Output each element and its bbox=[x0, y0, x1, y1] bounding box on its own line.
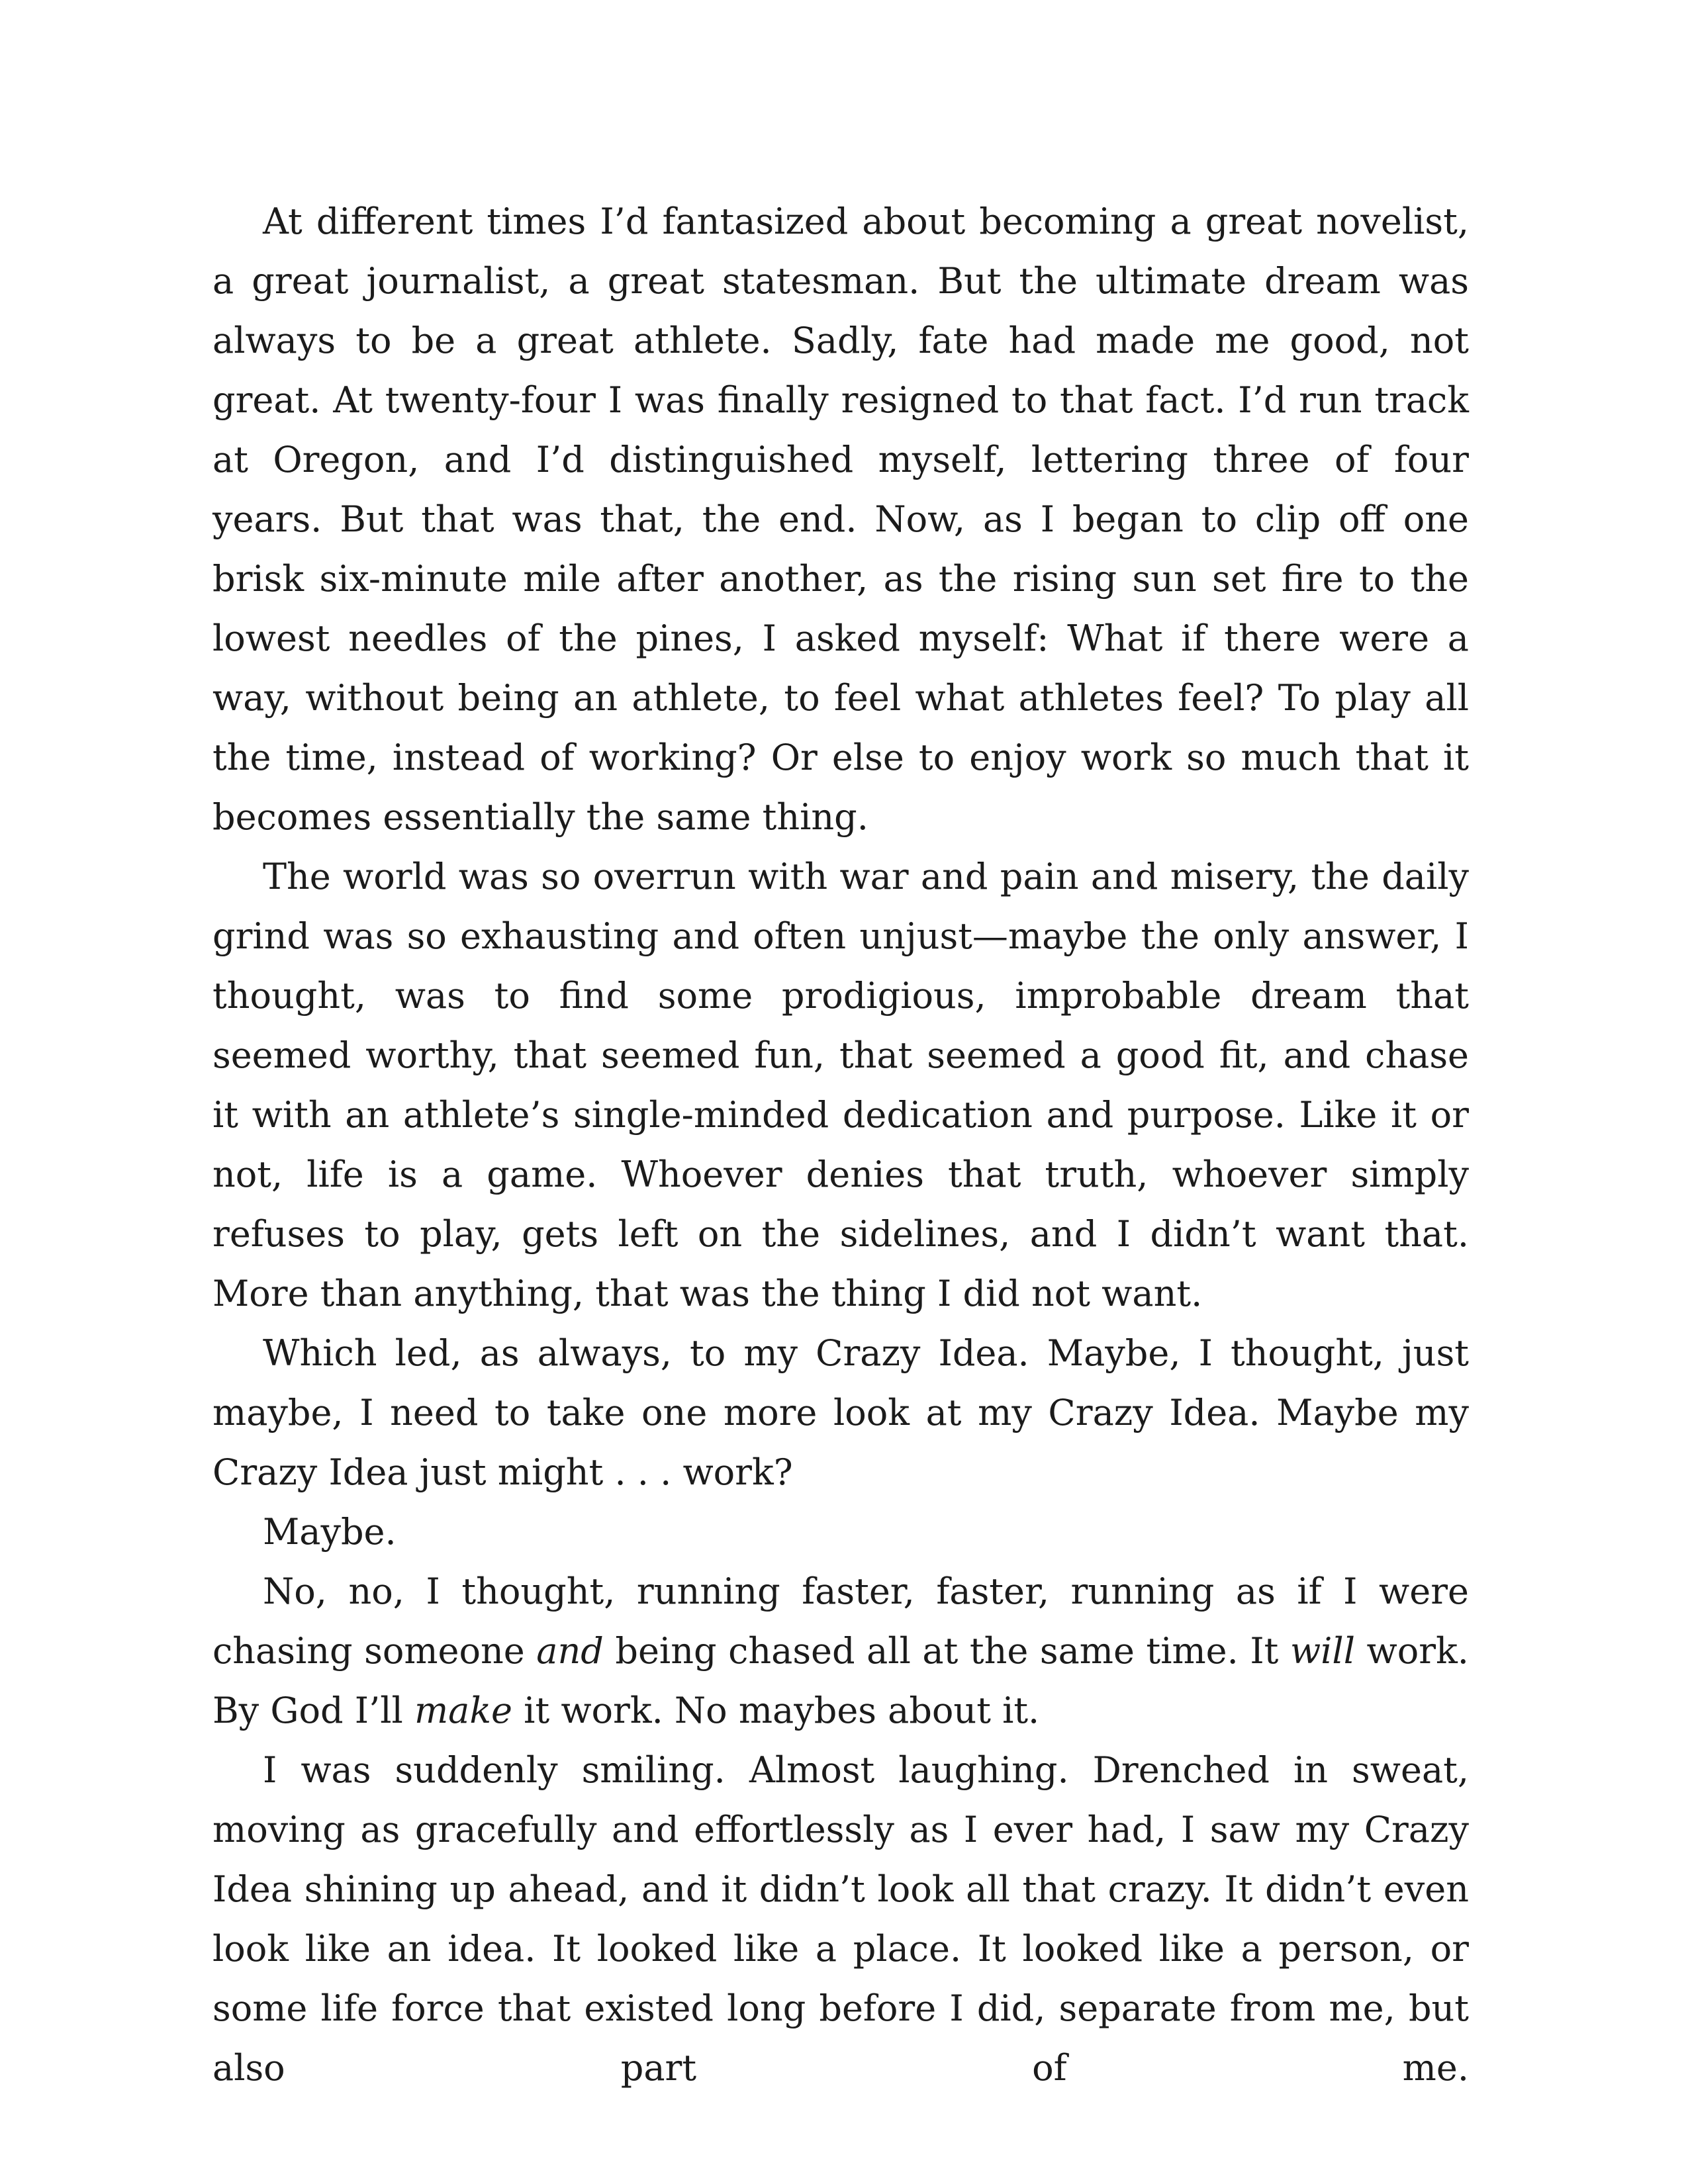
paragraph-6 bbox=[212, 1741, 1469, 2098]
paragraph-1 bbox=[212, 192, 1469, 847]
paragraph-5 bbox=[212, 1562, 1469, 1741]
paragraph-5-text-4: it work. No maybes about it. bbox=[512, 1690, 1040, 1731]
paragraph-4-text: Maybe. bbox=[263, 1511, 397, 1553]
paragraph-2 bbox=[212, 847, 1469, 1324]
paragraph-5-italic-will: will bbox=[1289, 1630, 1355, 1672]
paragraph-4 bbox=[212, 1502, 1469, 1562]
paragraph-5-italic-and: and bbox=[536, 1630, 604, 1672]
paragraph-3-text: Which led, as always, to my Crazy Idea. Maybe, I thought, just maybe, I need to take one more look at my Crazy Idea. Maybe my Crazy Idea just might . . . work? bbox=[212, 1332, 1469, 1493]
paragraph-2-text: The world was so overrun with war and pain and misery, the daily grind was so exhausting and often unjust—maybe the only answer, I thought, was to find some prodigious, improbable dream that seemed worthy, that seemed fun, that seemed a good fit, and chase it with an athlete’s single-minded dedication and purpose. Like it or not, life is a game. Whoever denies that truth, whoever simply refuses to play, gets left on the sidelines, and I didn’t want that. More than anything, that was the thing I did not want. bbox=[212, 856, 1469, 1314]
paragraph-3 bbox=[212, 1324, 1469, 1502]
body-text bbox=[212, 192, 1469, 2098]
paragraph-5-text-3: work. By God I’ll bbox=[212, 1630, 1469, 1731]
paragraph-5-text-1: No, no, I thought, running faster, faster, running as if I were chasing someone bbox=[212, 1570, 1469, 1672]
paragraph-6-text: I was suddenly smiling. Almost laughing. Drenched in sweat, moving as gracefully and effortlessly as I ever had, I saw my Crazy Idea shining up ahead, and it didn’t look all that crazy. It didn’t even look like an idea. It looked like a place. It looked like a person, or some life force that existed long before I did, separate from me, but also part of me. bbox=[212, 1749, 1469, 2089]
paragraph-5-italic-make: make bbox=[414, 1690, 513, 1731]
paragraph-5-text-2: being chased all at the same time. It bbox=[603, 1630, 1290, 1672]
paragraph-1-text: At different times I’d fantasized about becoming a great novelist, a great journalist, a great statesman. But the ultimate dream was always to be a great athlete. Sadly, fate had made me good, not great. At twenty-four I was finally resigned to that fact. I’d run track at Oregon, and I’d distinguished myself, lettering three of four years. But that was that, the end. Now, as I began to clip off one brisk six-minute mile after another, as the rising sun set fire to the lowest needles of the pines, I asked myself: What if there were a way, without being an athlete, to feel what athletes feel? To play all the time, instead of working? Or else to enjoy work so much that it becomes essentially the same thing. bbox=[212, 201, 1469, 838]
